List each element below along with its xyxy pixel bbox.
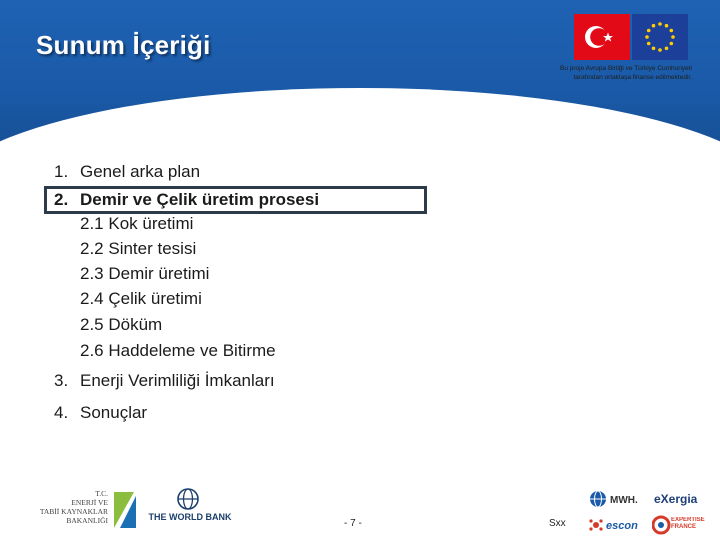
agenda-subitem: 2.1 Kok üretimi [80, 214, 194, 233]
globe-icon [590, 491, 606, 507]
agenda-subitem: 2.6 Haddeleme ve Bitirme [80, 341, 276, 360]
world-bank-logo [146, 487, 236, 532]
agenda-item-label: Enerji Verimliliği İmkanları [80, 371, 275, 390]
agenda-item-3 [54, 371, 275, 391]
agenda-item-number: 4. [54, 403, 69, 422]
agenda-subitem: 2.3 Demir üretimi [80, 264, 210, 283]
escon-mark-icon [589, 519, 602, 530]
exergia-logo [652, 488, 714, 515]
ministry-logo [30, 488, 140, 537]
expertise-france-text: EXPERTISE FRANCE [671, 517, 705, 530]
agenda-subitem: 2.4 Çelik üretimi [80, 289, 202, 308]
agenda-item-number: 3. [54, 371, 69, 390]
mwh-text: MWH. [610, 495, 638, 506]
ministry-logo-line: BAKANLIĞI [66, 516, 108, 525]
ministry-logo-line: ENERJİ VE [71, 498, 108, 507]
escon-text: escon [606, 520, 638, 532]
agenda-subitem: 2.5 Döküm [80, 315, 163, 334]
page-number: - 7 - [344, 518, 362, 529]
agenda-item-4 [54, 403, 147, 423]
expertise-france-logo [652, 514, 712, 541]
slide-title: Sunum İçeriği [36, 30, 211, 60]
agenda-item-number: 1. [54, 162, 69, 181]
funding-note-line1: Bu proje Avrupa Birliği ve Türkiye Cumhuriyeti [560, 65, 692, 72]
globe-icon [178, 489, 198, 509]
mwh-logo [588, 488, 650, 515]
agenda-item-2 [54, 190, 319, 210]
funding-note-line2: tarafından ortaklaşa finanse edilmektedir. [573, 74, 692, 81]
ministry-logo-line: TABİİ KAYNAKLAR [39, 507, 108, 516]
turkey-flag-icon [574, 14, 630, 60]
agenda-item-label: Genel arka plan [80, 162, 201, 181]
escon-logo [588, 515, 648, 540]
agenda-item-label: Demir ve Çelik üretim prosesi [80, 190, 320, 209]
agenda-subitem: 2.2 Sinter tesisi [80, 239, 197, 258]
exergia-text: eXergia [654, 492, 698, 506]
world-bank-text: THE WORLD BANK [148, 512, 232, 522]
funding-note [520, 64, 692, 82]
agenda-item-number: 2. [54, 190, 69, 209]
agenda-item-label: Sonuçlar [80, 403, 148, 422]
ministry-logo-line: T.C. [95, 489, 108, 498]
slide-code: Sxx [549, 518, 566, 529]
agenda-item-1 [54, 162, 200, 182]
eu-flag-icon [632, 14, 688, 60]
